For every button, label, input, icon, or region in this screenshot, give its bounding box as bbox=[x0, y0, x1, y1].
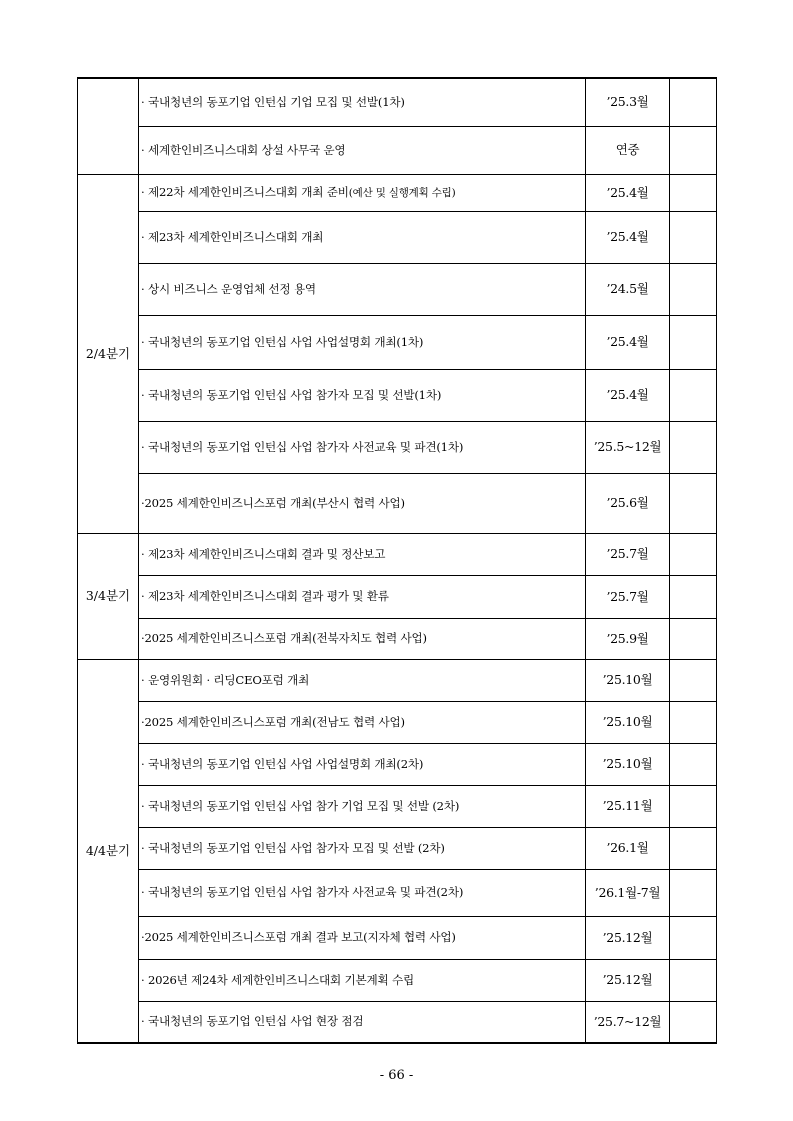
check-cell bbox=[670, 916, 717, 959]
check-cell bbox=[670, 263, 717, 315]
task-cell: ·2025 세계한인비즈니스포럼 개최 결과 보고(지자체 협력 사업) bbox=[139, 916, 586, 959]
task-cell: · 국내청년의 동포기업 인턴십 사업 참가 기업 모집 및 선발 (2차) bbox=[139, 785, 586, 827]
table-row bbox=[78, 575, 717, 618]
period-cell: ’25.10월 bbox=[586, 701, 670, 743]
check-cell bbox=[670, 211, 717, 263]
page-number: - 66 - bbox=[379, 1068, 414, 1083]
table-row bbox=[78, 421, 717, 473]
table-row bbox=[78, 869, 717, 916]
table-row bbox=[78, 263, 717, 315]
quarter-cell: 3/4분기 bbox=[78, 533, 139, 659]
period-cell: ’25.3월 bbox=[586, 78, 670, 126]
table-row bbox=[78, 533, 717, 575]
check-cell bbox=[670, 743, 717, 785]
table-row bbox=[78, 659, 717, 701]
task-cell: · 제23차 세계한인비즈니스대회 개최 bbox=[139, 211, 586, 263]
period-cell: ’25.7월 bbox=[586, 575, 670, 618]
task-cell: · 세계한인비즈니스대회 상설 사무국 운영 bbox=[139, 126, 586, 174]
schedule-table bbox=[77, 77, 717, 1044]
table-row bbox=[78, 473, 717, 533]
period-cell: ’25.10월 bbox=[586, 743, 670, 785]
check-cell bbox=[670, 869, 717, 916]
table-row bbox=[78, 959, 717, 1001]
period-cell: ’25.7월 bbox=[586, 533, 670, 575]
period-cell: ’25.4월 bbox=[586, 369, 670, 421]
table-row bbox=[78, 618, 717, 659]
table-row bbox=[78, 785, 717, 827]
task-cell: · 국내청년의 동포기업 인턴십 사업 현장 점검 bbox=[139, 1001, 586, 1043]
period-cell: ’25.12월 bbox=[586, 959, 670, 1001]
task-cell: · 제23차 세계한인비즈니스대회 결과 및 정산보고 bbox=[139, 533, 586, 575]
check-cell bbox=[670, 575, 717, 618]
task-cell: · 국내청년의 동포기업 인턴십 기업 모집 및 선발(1차) bbox=[139, 78, 586, 126]
table-row bbox=[78, 126, 717, 174]
check-cell bbox=[670, 659, 717, 701]
task-cell: · 운영위원회 · 리딩CEO포럼 개최 bbox=[139, 659, 586, 701]
quarter-cell: 2/4분기 bbox=[78, 174, 139, 533]
task-cell: ·2025 세계한인비즈니스포럼 개최(전남도 협력 사업) bbox=[139, 701, 586, 743]
check-cell bbox=[670, 369, 717, 421]
task-cell: · 국내청년의 동포기업 인턴십 사업 참가자 사전교육 및 파견(2차) bbox=[139, 869, 586, 916]
period-cell: ’25.10월 bbox=[586, 659, 670, 701]
table-row bbox=[78, 174, 717, 211]
period-cell: ’25.12월 bbox=[586, 916, 670, 959]
check-cell bbox=[670, 126, 717, 174]
task-cell bbox=[139, 174, 586, 211]
period-cell: ’25.11월 bbox=[586, 785, 670, 827]
period-cell: ’24.5월 bbox=[586, 263, 670, 315]
task-cell: · 국내청년의 동포기업 인턴십 사업 참가자 사전교육 및 파견(1차) bbox=[139, 421, 586, 473]
table-row bbox=[78, 78, 717, 126]
check-cell bbox=[670, 785, 717, 827]
check-cell bbox=[670, 959, 717, 1001]
table-row bbox=[78, 1001, 717, 1043]
task-cell: · 제23차 세계한인비즈니스대회 결과 평가 및 환류 bbox=[139, 575, 586, 618]
period-cell: ’25.7~12월 bbox=[586, 1001, 670, 1043]
task-cell: · 2026년 제24차 세계한인비즈니스대회 기본계획 수립 bbox=[139, 959, 586, 1001]
period-cell: ’25.4월 bbox=[586, 315, 670, 369]
task-cell: · 국내청년의 동포기업 인턴십 사업 참가자 모집 및 선발 (2차) bbox=[139, 827, 586, 869]
quarter-cell: 4/4분기 bbox=[78, 659, 139, 1043]
check-cell bbox=[670, 421, 717, 473]
table-row bbox=[78, 916, 717, 959]
task-cell: · 국내청년의 동포기업 인턴십 사업 사업설명회 개최(2차) bbox=[139, 743, 586, 785]
period-cell: 연중 bbox=[586, 126, 670, 174]
check-cell bbox=[670, 618, 717, 659]
task-cell: · 국내청년의 동포기업 인턴십 사업 참가자 모집 및 선발(1차) bbox=[139, 369, 586, 421]
period-cell: ’25.5~12월 bbox=[586, 421, 670, 473]
table-row bbox=[78, 369, 717, 421]
period-cell: ’26.1월 bbox=[586, 827, 670, 869]
check-cell bbox=[670, 533, 717, 575]
task-text: · 제22차 세계한인비즈니스대회 개최 준비 bbox=[141, 184, 349, 199]
period-cell: ’25.4월 bbox=[586, 211, 670, 263]
task-cell: · 국내청년의 동포기업 인턴십 사업 사업설명회 개최(1차) bbox=[139, 315, 586, 369]
table-row bbox=[78, 827, 717, 869]
check-cell bbox=[670, 473, 717, 533]
period-cell: ’25.4월 bbox=[586, 174, 670, 211]
quarter-cell bbox=[78, 78, 139, 174]
check-cell bbox=[670, 701, 717, 743]
table-row bbox=[78, 701, 717, 743]
task-cell: ·2025 세계한인비즈니스포럼 개최(전북자치도 협력 사업) bbox=[139, 618, 586, 659]
check-cell bbox=[670, 827, 717, 869]
task-cell: · 상시 비즈니스 운영업체 선정 용역 bbox=[139, 263, 586, 315]
check-cell bbox=[670, 174, 717, 211]
task-note: (예산 및 실행계획 수립) bbox=[348, 186, 456, 199]
table-row bbox=[78, 743, 717, 785]
check-cell bbox=[670, 78, 717, 126]
task-cell: ·2025 세계한인비즈니스포럼 개최(부산시 협력 사업) bbox=[139, 473, 586, 533]
check-cell bbox=[670, 315, 717, 369]
table-row bbox=[78, 211, 717, 263]
period-cell: ’25.6월 bbox=[586, 473, 670, 533]
period-cell: ’25.9월 bbox=[586, 618, 670, 659]
check-cell bbox=[670, 1001, 717, 1043]
table-row bbox=[78, 315, 717, 369]
period-cell: ’26.1월-7월 bbox=[586, 869, 670, 916]
